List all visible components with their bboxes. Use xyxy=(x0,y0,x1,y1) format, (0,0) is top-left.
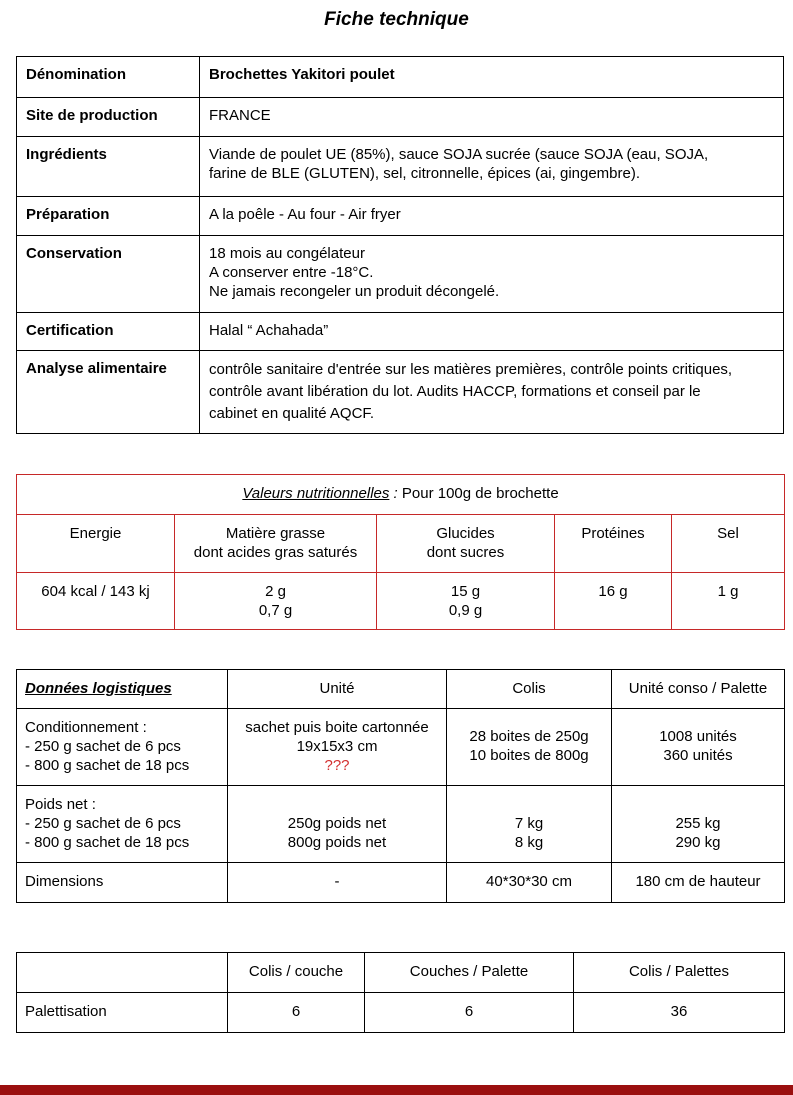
header-line: Protéines xyxy=(581,525,645,542)
site-label: Site de production xyxy=(17,98,200,137)
value-line: 1 g xyxy=(717,583,739,600)
table-row xyxy=(17,953,785,993)
value-line: 8 kg xyxy=(514,834,544,851)
label-line: - 800 g sachet de 18 pcs xyxy=(25,757,190,774)
value-line: 290 kg xyxy=(675,834,721,851)
conditionnement-colis xyxy=(447,709,612,786)
logistics-header: Unité xyxy=(228,670,447,709)
conditionnement-unite xyxy=(228,709,447,786)
value-line: 604 kcal / 143 kj xyxy=(41,583,150,600)
nutrition-value xyxy=(555,573,672,630)
table-row xyxy=(17,573,785,630)
nutrition-value xyxy=(17,573,175,630)
unknown-value: ??? xyxy=(324,757,350,774)
value-line: 16 g xyxy=(598,583,628,600)
analyse-line: cabinet en qualité AQCF. xyxy=(209,405,375,422)
footer-bar xyxy=(0,1085,793,1095)
poids-net-unite xyxy=(228,786,447,863)
value-line: 19x15x3 cm xyxy=(296,738,378,755)
analyse-line: contrôle sanitaire d'entrée sur les matières premières, contrôle points critiques, xyxy=(209,361,733,378)
palettisation-header: Colis / Palettes xyxy=(574,953,785,993)
conditionnement-label xyxy=(17,709,228,786)
table-row xyxy=(17,137,784,197)
analyse-label: Analyse alimentaire xyxy=(17,351,200,434)
value-line: 255 kg xyxy=(675,815,721,832)
table-row xyxy=(17,236,784,313)
denomination-label: Dénomination xyxy=(17,57,200,98)
nutrition-title-rest: Pour 100g de brochette xyxy=(401,485,559,502)
header-line: Glucides xyxy=(436,525,495,542)
value-line: 0,7 g xyxy=(258,602,293,619)
site-value: FRANCE xyxy=(200,98,784,137)
table-row xyxy=(17,197,784,236)
nutrition-value xyxy=(377,573,555,630)
dimensions-label: Dimensions xyxy=(17,863,228,903)
table-row xyxy=(17,993,785,1033)
logistics-table xyxy=(16,669,785,903)
nutrition-title-separator: : xyxy=(389,485,402,502)
poids-net-colis xyxy=(447,786,612,863)
preparation-label: Préparation xyxy=(17,197,200,236)
certification-label: Certification xyxy=(17,313,200,351)
nutrition-title-main: Valeurs nutritionnelles xyxy=(242,485,390,502)
label-line: - 250 g sachet de 6 pcs xyxy=(25,738,181,755)
label-line: Conditionnement : xyxy=(25,719,147,736)
conservation-line: Ne jamais recongeler un produit décongelé. xyxy=(209,283,500,300)
header-line: dont acides gras saturés xyxy=(193,544,358,561)
analyse-value xyxy=(200,351,784,434)
ingredients-line: farine de BLE (GLUTEN), sel, citronnelle, épices (ai, gingembre). xyxy=(209,165,641,182)
palettisation-header-empty xyxy=(17,953,228,993)
nutrition-header xyxy=(377,515,555,573)
nutrition-value xyxy=(175,573,377,630)
label-line: - 250 g sachet de 6 pcs xyxy=(25,815,181,832)
table-row xyxy=(17,863,785,903)
palettisation-value: 6 xyxy=(365,993,574,1033)
conditionnement-palette xyxy=(612,709,785,786)
nutrition-table xyxy=(16,474,785,630)
table-row xyxy=(17,57,784,98)
ingredients-label: Ingrédients xyxy=(17,137,200,197)
header-line: Sel xyxy=(717,525,739,542)
logistics-header xyxy=(17,670,228,709)
palettisation-label: Palettisation xyxy=(17,993,228,1033)
logistics-header: Colis xyxy=(447,670,612,709)
nutrition-header xyxy=(672,515,785,573)
palettisation-value: 36 xyxy=(574,993,785,1033)
nutrition-header xyxy=(175,515,377,573)
conservation-value xyxy=(200,236,784,313)
nutrition-header xyxy=(17,515,175,573)
palettisation-header: Colis / couche xyxy=(228,953,365,993)
ingredients-line: Viande de poulet UE (85%), sauce SOJA sucrée (sauce SOJA (eau, SOJA, xyxy=(209,146,709,163)
palettisation-table xyxy=(16,952,785,1033)
poids-net-palette xyxy=(612,786,785,863)
value-line: 10 boites de 800g xyxy=(469,747,589,764)
conservation-line: A conserver entre -18°C. xyxy=(209,264,374,281)
dimensions-unite: - xyxy=(228,863,447,903)
header-line: dont sucres xyxy=(426,544,505,561)
value-line: 360 unités xyxy=(663,747,733,764)
denomination-value: Brochettes Yakitori poulet xyxy=(200,57,784,98)
table-row xyxy=(17,515,785,573)
label-line: Poids net : xyxy=(25,796,96,813)
value-line: 28 boites de 250g xyxy=(469,728,589,745)
palettisation-header: Couches / Palette xyxy=(365,953,574,993)
header-line: Energie xyxy=(69,525,122,542)
table-row xyxy=(17,475,785,515)
value-line: 800g poids net xyxy=(287,834,387,851)
header-line: Matière grasse xyxy=(225,525,326,542)
table-row xyxy=(17,709,785,786)
nutrition-value xyxy=(672,573,785,630)
value-line: 0,9 g xyxy=(448,602,483,619)
table-row xyxy=(17,786,785,863)
value-line: 7 kg xyxy=(514,815,544,832)
value-line: 15 g xyxy=(450,583,481,600)
dimensions-palette: 180 cm de hauteur xyxy=(612,863,785,903)
table-row xyxy=(17,313,784,351)
poids-net-label xyxy=(17,786,228,863)
analyse-line: contrôle avant libération du lot. Audits HACCP, formations et conseil par le xyxy=(209,383,701,400)
conservation-line: 18 mois au congélateur xyxy=(209,245,365,262)
palettisation-value: 6 xyxy=(228,993,365,1033)
value-line: 1008 unités xyxy=(659,728,737,745)
nutrition-header xyxy=(555,515,672,573)
nutrition-title xyxy=(17,475,785,515)
value-line: sachet puis boite cartonnée xyxy=(245,719,429,736)
page-title: Fiche technique xyxy=(324,9,469,30)
label-line: - 800 g sachet de 18 pcs xyxy=(25,834,190,851)
logistics-header: Unité conso / Palette xyxy=(612,670,785,709)
table-row xyxy=(17,351,784,434)
spec-table xyxy=(16,56,784,434)
certification-value: Halal “ Achahada” xyxy=(200,313,784,351)
logistics-title: Données logistiques xyxy=(25,680,172,697)
table-row xyxy=(17,670,785,709)
preparation-value: A la poêle - Au four - Air fryer xyxy=(200,197,784,236)
table-row xyxy=(17,98,784,137)
conservation-label: Conservation xyxy=(17,236,200,313)
dimensions-colis: 40*30*30 cm xyxy=(447,863,612,903)
value-line: 250g poids net xyxy=(287,815,387,832)
value-line: 2 g xyxy=(265,583,286,600)
ingredients-value xyxy=(200,137,784,197)
